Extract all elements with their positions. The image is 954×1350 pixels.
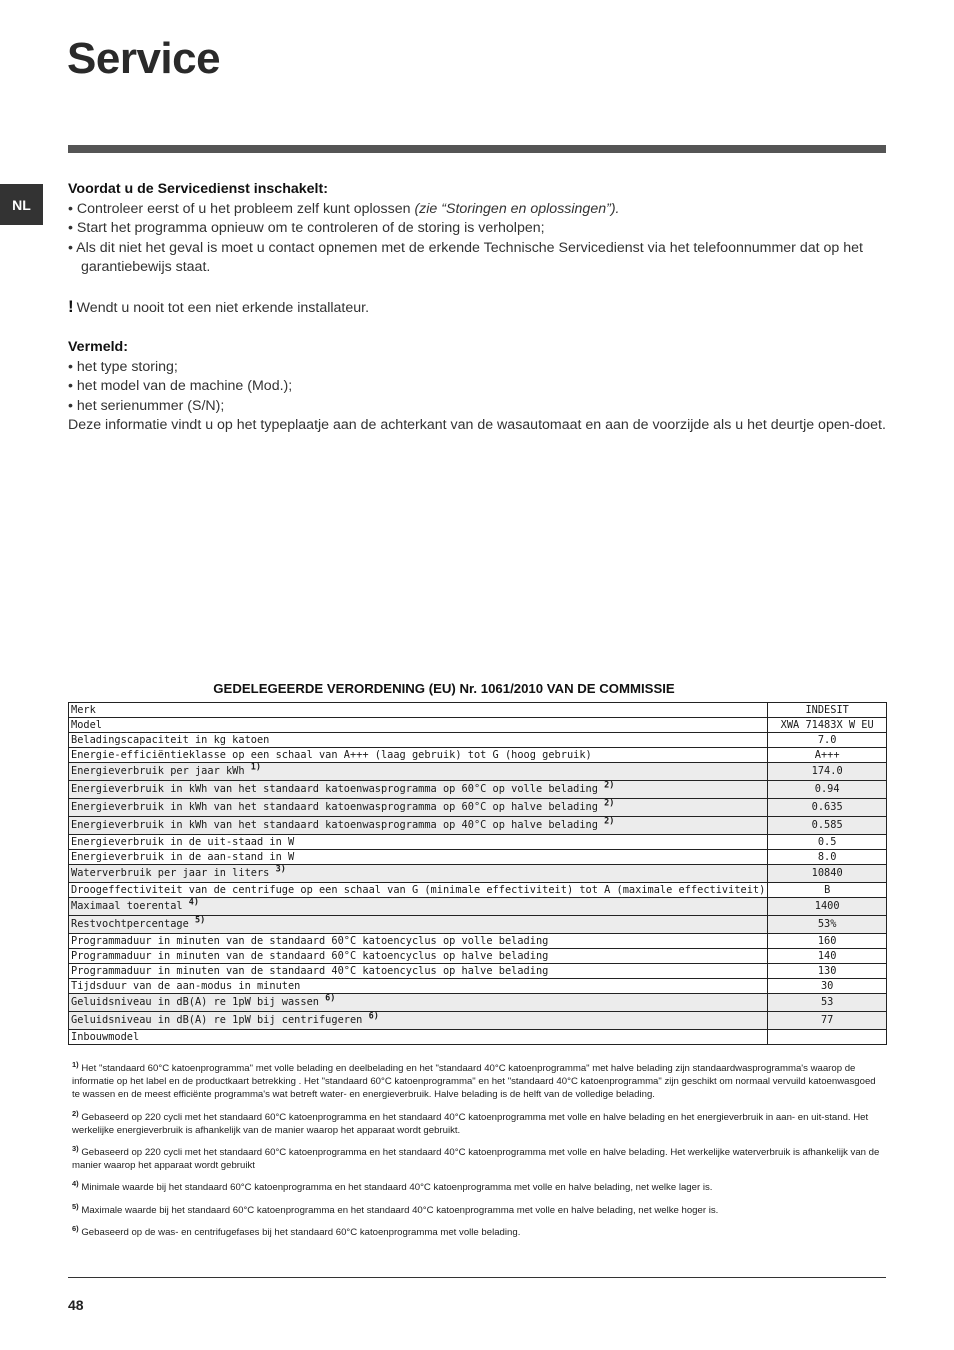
footnotes — [72, 1059, 884, 1248]
row-value: 0.635 — [768, 799, 887, 817]
footnote — [72, 1201, 884, 1217]
label-text: Waterverbruik per jaar in liters — [71, 867, 276, 879]
footnote-ref: 6) — [325, 993, 336, 1004]
row-label — [69, 1030, 768, 1045]
page-title: Service — [67, 34, 221, 83]
label-text: Merk — [71, 703, 96, 716]
table-row — [69, 898, 887, 916]
row-value: 7.0 — [768, 733, 887, 748]
footnote-text: Het "standaard 60°C katoenprogramma" met volle belading en deelbelading en het "standaard 40°C katoenprogramma" met halve belading zijn standaardwasprogramma's waarop de informatie op het label en de productkaart betrekking . Het "standaard 60°C katoenprogramma" en het "standaard 40°C katoenprogramma" zijn geschikt om normaal vervuild katoenwasgoed te wassen en de meest efficiënte programma's wat betreft water- en energieverbruik. Halve belading is de helft van de volledige belading. — [72, 1063, 876, 1101]
footnote-ref: 6) — [368, 1011, 379, 1022]
table-row — [69, 748, 887, 763]
row-label — [69, 934, 768, 949]
table-row — [69, 718, 887, 733]
footnote-text: Gebaseerd op 220 cycli met het standaard 60°C katoenprogramma en het standaard 40°C katoenprogramma met volle en halve belading. Het werkelijke waterverbruik is afhankelijk van de manier waarop het apparaat wordt gebruikt — [72, 1147, 880, 1172]
row-label — [69, 979, 768, 994]
label-text: Model — [71, 718, 102, 731]
language-tab: NL — [0, 184, 43, 225]
row-label — [69, 763, 768, 781]
label-text: Energieverbruik in kWh van het standaard katoenwasprogramma op 40°C op halve belading — [71, 819, 605, 831]
row-label — [69, 733, 768, 748]
table-row — [69, 994, 887, 1012]
page-number: 48 — [68, 1297, 84, 1313]
footnote-mark: 1) — [72, 1059, 79, 1069]
row-label — [69, 883, 768, 898]
service-bullet: • Als dit niet het geval is moet u contact opnemen met de erkende Technische Servicedienst via het telefoonnummer dat op het garantiebewijs staat. — [68, 239, 863, 275]
footnote — [72, 1059, 884, 1102]
row-label — [69, 781, 768, 799]
table-row — [69, 1012, 887, 1030]
label-text: Energieverbruik in kWh van het standaard katoenwasprogramma op 60°C op volle belading — [71, 783, 605, 795]
row-label — [69, 748, 768, 763]
row-value — [768, 1030, 887, 1045]
row-label — [69, 865, 768, 883]
row-label — [69, 817, 768, 835]
label-text: Energieverbruik in de uit-staad in W — [71, 835, 295, 848]
label-text: Programmaduur in minuten van de standaard 60°C katoencyclus op halve belading — [71, 949, 549, 962]
footer-divider — [68, 1277, 886, 1278]
row-value: 130 — [768, 964, 887, 979]
footnote-ref: 4) — [188, 897, 200, 908]
footnote-ref: 3) — [275, 864, 286, 875]
label-text: Droogeffectiviteit van de centrifuge op een schaal van G (minimale effectiviteit) tot A (maximale effectiviteit) — [71, 883, 766, 896]
footnote-ref: 2) — [604, 780, 615, 791]
service-instructions — [68, 180, 886, 436]
row-value: 77 — [768, 1012, 887, 1030]
row-label — [69, 964, 768, 979]
table-row — [69, 1030, 887, 1045]
table-row — [69, 883, 887, 898]
service-bullet — [68, 200, 886, 220]
label-text: Energieverbruik in kWh van het standaard katoenwasprogramma op 60°C op halve belading — [71, 801, 605, 813]
footnote-text: Gebaseerd op de was- en centrifugefases bij het standaard 60°C katoenprogramma met volle belading. — [81, 1226, 521, 1238]
label-text: Energieverbruik per jaar kWh — [71, 765, 251, 777]
footnote — [72, 1181, 884, 1194]
footnote — [72, 1108, 884, 1137]
label-text: Energieverbruik in de aan-stand in W — [71, 850, 295, 863]
table-row — [69, 781, 887, 799]
label-text: Geluidsniveau in dB(A) re 1pW bij centrifugeren — [71, 1014, 369, 1026]
table-row — [69, 763, 887, 781]
table-row — [69, 703, 887, 718]
footnote-mark: 4) — [72, 1179, 79, 1189]
footnote-ref: 2) — [604, 816, 615, 827]
table-row — [69, 934, 887, 949]
label-text: Energie-efficiëntieklasse op een schaal van A+++ (laag gebruik) tot G (hoog gebruik) — [71, 748, 592, 761]
mention-item: • het serienummer (S/N); — [68, 397, 225, 414]
mention-item: • het model van de machine (Mod.); — [68, 378, 293, 394]
row-label — [69, 703, 768, 718]
row-label — [69, 949, 768, 964]
info-text: Deze informatie vindt u op het typeplaatje aan de achterkant van de wasautomaat en aan de voorzijde als u het deurtje open-doet. — [68, 417, 886, 433]
warning-note — [68, 297, 886, 319]
row-value: 53 — [768, 994, 887, 1012]
row-label — [69, 898, 768, 916]
row-label — [69, 916, 768, 934]
row-label — [69, 850, 768, 865]
footnote-mark: 2) — [72, 1108, 79, 1118]
footnote-text: Gebaseerd op 220 cycli met het standaard 60°C katoenprogramma en het standaard 40°C katoenprogramma met volle en halve belading en het energieverbruik in aan- en uit-stand. Het werkelijke energieverbruik is afhankelijk van de manier waarop het apparaat wordt gebruikt. — [72, 1111, 869, 1136]
row-value: 1400 — [768, 898, 887, 916]
footnote-mark: 3) — [72, 1143, 79, 1153]
label-text: Programmaduur in minuten van de standaard 60°C katoencyclus op volle belading — [71, 934, 549, 947]
label-text: Maximaal toerental — [71, 900, 189, 912]
warning-text: Wendt u nooit tot een niet erkende installateur. — [76, 300, 370, 316]
footnote-ref: 5) — [195, 915, 206, 926]
table-row — [69, 865, 887, 883]
label-text: Inbouwmodel — [71, 1030, 140, 1043]
row-value: 8.0 — [768, 850, 887, 865]
footnote — [72, 1143, 884, 1172]
footnote-text: Maximale waarde bij het standaard 60°C katoenprogramma en het standaard 40°C katoenprogramma met volle en halve belading, net welke hoger is. — [81, 1204, 719, 1216]
footnote-mark: 6) — [72, 1223, 79, 1233]
row-value: 53% — [768, 916, 887, 934]
mention-heading: Vermeld: — [68, 339, 128, 355]
row-value: 160 — [768, 934, 887, 949]
table-row — [69, 979, 887, 994]
row-label — [69, 835, 768, 850]
footnote-mark: 5) — [72, 1201, 79, 1211]
label-text: Beladingscapaciteit in kg katoen — [71, 733, 270, 746]
table-row — [69, 835, 887, 850]
table-row — [69, 850, 887, 865]
label-text: Tijdsduur van de aan-modus in minuten — [71, 979, 301, 992]
row-label — [69, 799, 768, 817]
row-label — [69, 1012, 768, 1030]
row-value: 174.0 — [768, 763, 887, 781]
row-label — [69, 718, 768, 733]
row-value: 140 — [768, 949, 887, 964]
row-value: INDESIT — [768, 703, 887, 718]
row-value: 30 — [768, 979, 887, 994]
label-text: Restvochtpercentage — [71, 918, 195, 930]
bullet-reference: (zie “Storingen en oplossingen”). — [414, 200, 620, 217]
row-value: A+++ — [768, 748, 887, 763]
table-row — [69, 817, 887, 835]
row-value: 10840 — [768, 865, 887, 883]
table-row — [69, 733, 887, 748]
table-row — [69, 799, 887, 817]
row-value: XWA 71483X W EU — [768, 718, 887, 733]
label-text: Programmaduur in minuten van de standaard 40°C katoencyclus op halve belading — [71, 964, 549, 977]
warning-icon: ! — [68, 297, 74, 316]
row-label — [69, 994, 768, 1012]
mention-item: • het type storing; — [68, 358, 178, 375]
table-row — [69, 964, 887, 979]
regulation-title: GEDELEGEERDE VERORDENING (EU) Nr. 1061/2010 VAN DE COMMISSIE — [213, 681, 675, 696]
footnote-ref: 2) — [604, 798, 615, 809]
row-value: B — [768, 883, 887, 898]
row-value: 0.585 — [768, 817, 887, 835]
service-bullet: • Start het programma opnieuw om te controleren of de storing is verholpen; — [68, 220, 545, 236]
table-row — [69, 916, 887, 934]
footnote — [72, 1223, 884, 1239]
product-fiche-table — [68, 702, 887, 1045]
footnote-text: Minimale waarde bij het standaard 60°C katoenprogramma en het standaard 40°C katoenprogramma met volle en halve belading, net welke lager is. — [81, 1182, 713, 1194]
bullet-text: • Controleer eerst of u het probleem zelf kunt oplossen — [68, 200, 415, 217]
row-value: 0.5 — [768, 835, 887, 850]
table-row — [69, 949, 887, 964]
title-divider — [68, 145, 886, 153]
label-text: Geluidsniveau in dB(A) re 1pW bij wassen — [71, 996, 326, 1008]
row-value: 0.94 — [768, 781, 887, 799]
service-heading: Voordat u de Servicedienst inschakelt: — [68, 181, 328, 197]
footnote-ref: 1) — [250, 762, 262, 773]
